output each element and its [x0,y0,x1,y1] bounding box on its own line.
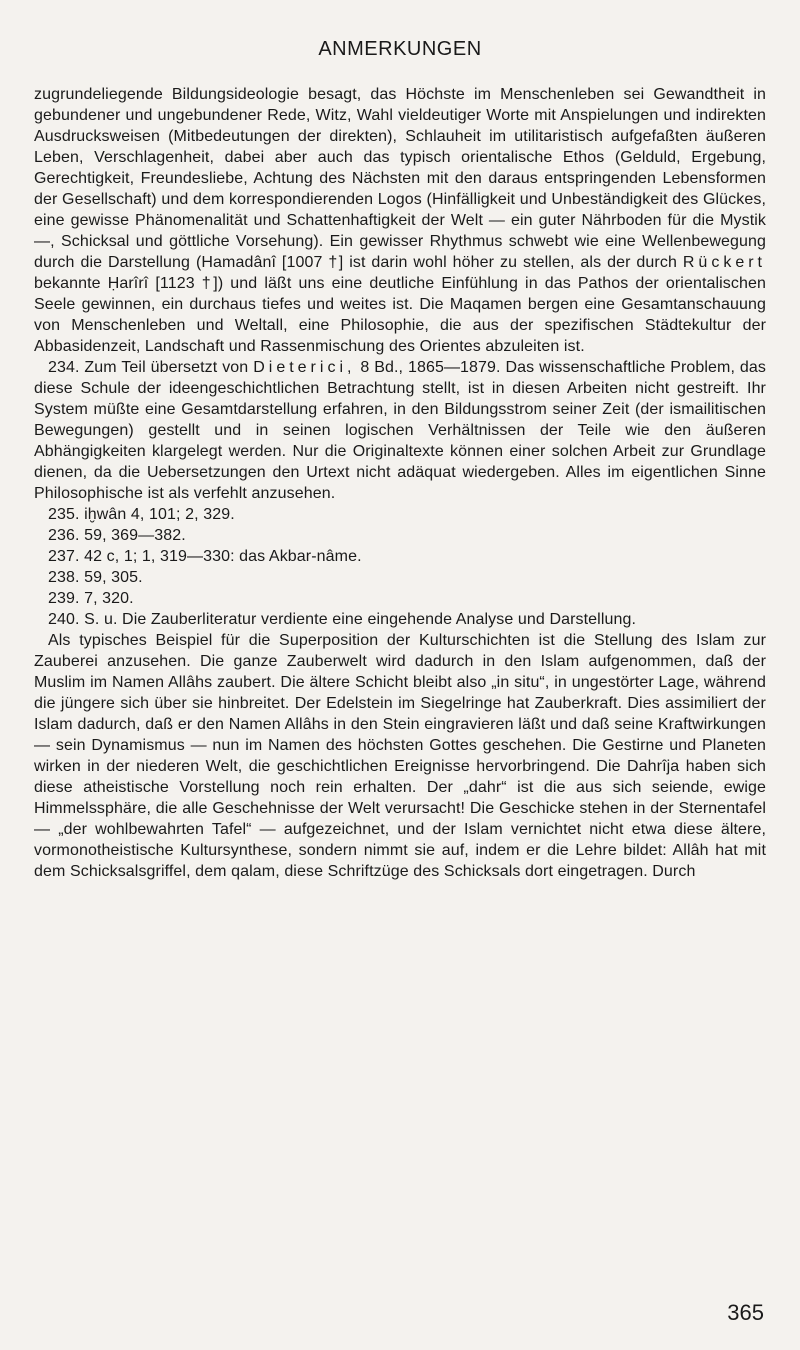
note-235: 235. iḫwân 4, 101; 2, 329. [48,506,235,523]
running-title: ANMERKUNGEN [318,38,482,60]
note-239: 239. 7, 320. [48,590,134,607]
paragraph-zauberei: Als typisches Beispiel für die Superposition der Kulturschichten ist die Stellung des Islam zur Zauberei anzusehen. Die ganze Zauberwelt wird dadurch in den Islam aufgenommen, daß der Muslim im Namen Allâhs zaubert. Die ältere Schicht bleibt also „in situ“, in ungestörter Lage, während die jüngere sich über sie hinbreitet. Der Edelstein im Siegelringe hat Zauberkraft. Dies assimiliert der Islam dadurch, daß er den Namen Allâhs in den Stein eingravieren läßt und daß seine Kraftwirkungen — sein Dynamismus — nun im Namen des höchsten Gottes geschehen. Die Gestirne und Planeten wirken in der niederen Welt, die geschichtlichen Ereignisse hervorbringend. Die Dahrîja haben sich diese atheistische Vorstellung noch rein erhalten. Der „dahr“ ist die aus sich seiende, ewige Himmelssphäre, die alle Geschehnisse der Welt verursacht! Die Geschicke stehen in der Sternentafel — „der wohlbewahrten Tafel“ — aufgezeichnet, und der Islam vernichtet nicht etwa diese ältere, vormonotheistische Kultursynthese, sondern nimmt sie auf, indem er die Lehre bildet: Allâh hat mit dem Schicksalsgriffel, dem qalam, diese Schriftzüge des Schicksals dort eingetragen. Durch [34,632,766,880]
note-234 [34,357,766,504]
paragraph-continuation [34,84,766,357]
paragraph-text: bekannte Ḥarîrî [1123 †]) und läßt uns eine deutliche Einfühlung in das Pathos der orientalischen Seele gewinnen, ein durchaus tiefes und weites ist. Die Maqamen bergen eine Gesamtanschauung von Menschenleben und Weltall, eine Philosophie, die aus der spezifischen Städtekultur der Abbasidenzeit, Landschaft und Rassenmischung des Orientes abzuleiten ist. [34,275,766,355]
author-name-dieterici: Dieterici, [253,359,356,376]
note-240: 240. S. u. Die Zauberliteratur verdiente eine eingehende Analyse und Darstellung. [48,611,637,628]
page-number: 365 [727,1300,764,1325]
note-text: 8 Bd., 1865—1879. Das wissenschaftliche Problem, das diese Schule der ideengeschichtlichen Betrachtung stellt, ist in diesen Arbeiten nicht gestreift. Ihr System müßte eine Gesamtdarstellung erfahren, in den Bildungsstrom seiner Zeit (der ismailitischen Bewegungen) gestellt und in seinen logischen Verhältnissen der Teile wie den äußeren Abhängigkeiten klargelegt werden. Nur die Originaltexte können einer solchen Arbeit zur Grundlage dienen, da die Uebersetzungen den Urtext nicht adäquat wiedergeben. Alles im eigentlichen Sinne Philosophische ist als verfehlt anzusehen. [34,359,767,502]
body-text [34,84,766,882]
note-text: 234. Zum Teil übersetzt von [48,359,249,376]
author-name-rueckert: Rückert [682,254,766,271]
note-238: 238. 59, 305. [48,569,143,586]
note-236: 236. 59, 369—382. [48,527,186,544]
paragraph-text: zugrundeliegende Bildungsideologie besagt, das Höchste im Menschenleben sei Gewandtheit in gebundener und ungebundener Rede, Witz, Wahl vieldeutiger Worte mit Anspielungen und indirekten Ausdrucksweisen (Mitbedeutungen der direkten), Schlauheit im utilitaristisch aufgefaßten äußeren Leben, Verschlagenheit, dabei aber auch das typisch orientalische Ethos (Gelduld, Ergebung, Gerechtigkeit, Freundesliebe, Achtung des Nächsten mit den daraus entspringenden Lebensformen der Gesellschaft) und dem korrespondierenden Logos (Hinfälligkeit und Unbeständigkeit des Glückes, eine gewisse Phänomenalität und Schattenhaftigkeit der Welt — ein guter Nährboden für die Mystik —, Schicksal und göttliche Vorsehung). Ein gewisser Rhythmus schwebt wie eine Wellenbewegung durch die Darstellung (Hamadânî [1007 †] ist darin wohl höher zu stellen, als der durch [34,86,766,271]
note-237: 237. 42 c, 1; 1, 319—330: das Akbar-nâme. [48,548,362,565]
